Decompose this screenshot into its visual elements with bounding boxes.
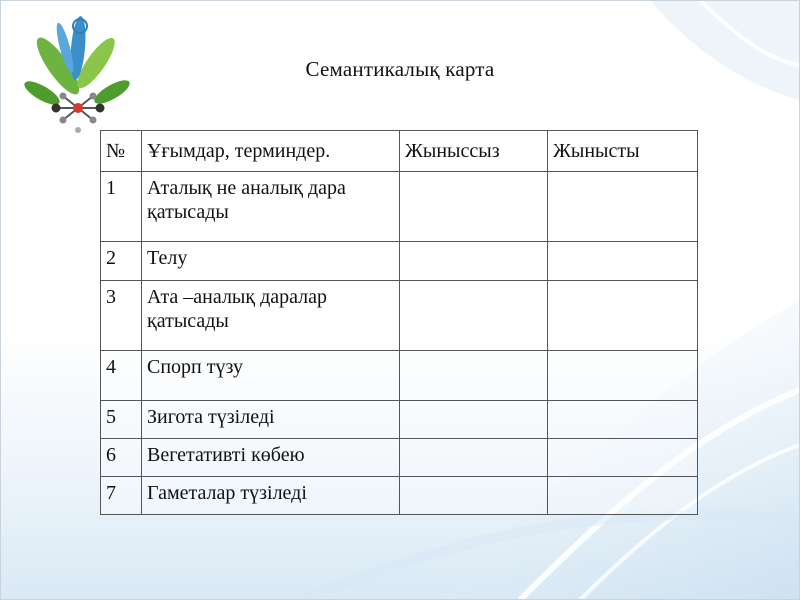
row-asexual-cell xyxy=(400,439,548,477)
row-asexual-cell xyxy=(400,477,548,515)
header-sexual: Жынысты xyxy=(548,131,698,172)
row-sexual-cell xyxy=(548,242,698,281)
row-sexual-cell xyxy=(548,401,698,439)
table-row xyxy=(101,242,698,281)
row-term: Гаметалар түзіледі xyxy=(142,477,400,515)
table-row xyxy=(101,477,698,515)
row-term: Телу xyxy=(142,242,400,281)
row-asexual-cell xyxy=(400,351,548,401)
row-asexual-cell xyxy=(400,401,548,439)
row-number: 1 xyxy=(101,172,142,242)
table-header-row xyxy=(101,131,698,172)
row-sexual-cell xyxy=(548,281,698,351)
slide-title: Семантикалық карта xyxy=(305,57,495,81)
row-sexual-cell xyxy=(548,351,698,401)
row-term: Аталық не аналық дара қатысады xyxy=(142,172,400,242)
table-row xyxy=(101,401,698,439)
header-terms: Ұғымдар, терминдер. xyxy=(142,131,400,172)
row-sexual-cell xyxy=(548,172,698,242)
row-number: 6 xyxy=(101,439,142,477)
row-sexual-cell xyxy=(548,477,698,515)
header-number: № xyxy=(101,131,142,172)
row-number: 3 xyxy=(101,281,142,351)
row-term: Ата –аналық даралар қатысады xyxy=(142,281,400,351)
table-row xyxy=(101,281,698,351)
header-asexual: Жыныссыз xyxy=(400,131,548,172)
row-term: Зигота түзіледі xyxy=(142,401,400,439)
row-sexual-cell xyxy=(548,439,698,477)
row-number: 4 xyxy=(101,351,142,401)
row-number: 5 xyxy=(101,401,142,439)
table-row xyxy=(101,351,698,401)
row-term: Спорп түзу xyxy=(142,351,400,401)
table-row xyxy=(101,172,698,242)
row-number: 7 xyxy=(101,477,142,515)
row-number: 2 xyxy=(101,242,142,281)
row-asexual-cell xyxy=(400,281,548,351)
row-asexual-cell xyxy=(400,172,548,242)
row-term: Вегетативті көбею xyxy=(142,439,400,477)
row-asexual-cell xyxy=(400,242,548,281)
table-row xyxy=(101,439,698,477)
semantic-map-table xyxy=(100,130,698,515)
